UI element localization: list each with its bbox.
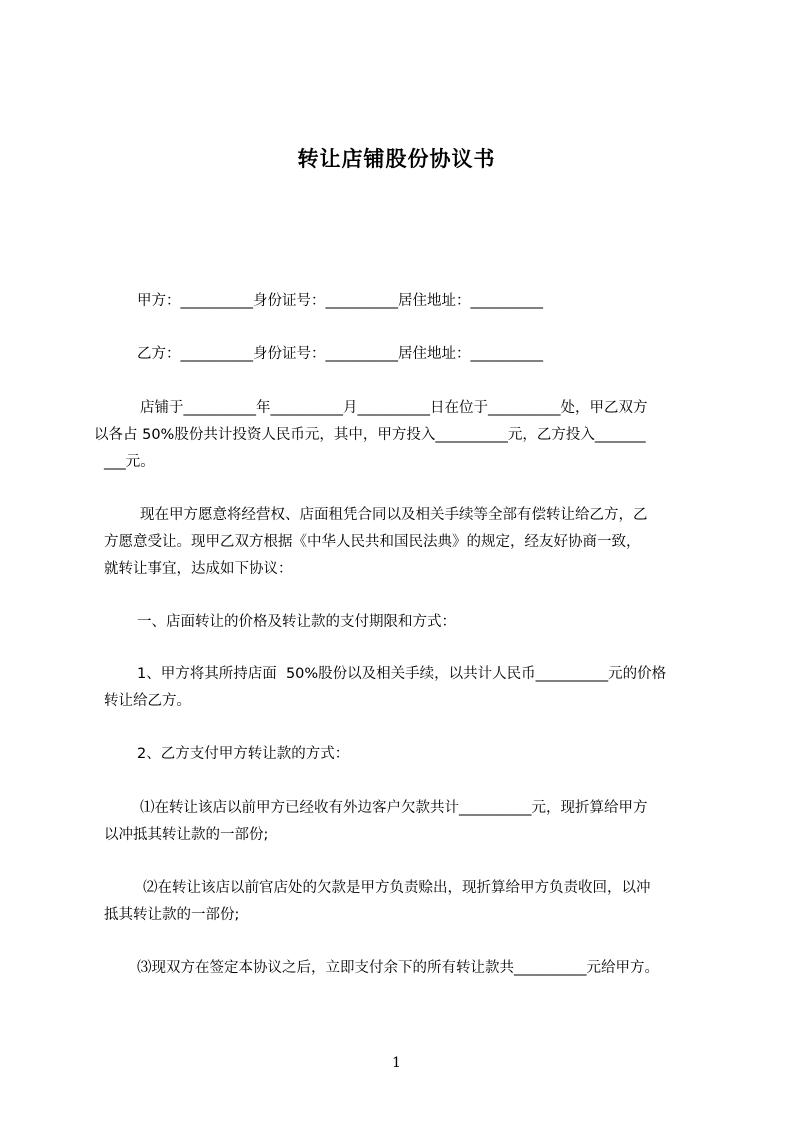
- sub2-line-1: ⑵在转让该店以前官店处的欠款是甲方负责赊出，现折算给甲方负责收回，以冲: [143, 880, 651, 896]
- sub3-line: ⑶现双方在签定本协议之后，立即支付余下的所有转让款共__________元给甲方。: [137, 960, 659, 976]
- page-number: 1: [392, 1055, 401, 1071]
- para1-line-2: 以各占 50%股份共计投资人民币元，其中，甲方投入__________元，乙方投入_______: [94, 427, 646, 443]
- section1-heading: 一、店面转让的价格及转让款的支付期限和方式：: [137, 614, 456, 630]
- item1-line-2: 转让给乙方。: [104, 693, 191, 709]
- party-a-line: 甲方：__________身份证号：__________居住地址：__________: [137, 293, 543, 309]
- para2-line-3: 就转让事宜，达成如下协议：: [104, 561, 293, 577]
- item2-heading: 2、乙方支付甲方转让款的方式：: [137, 746, 350, 762]
- sub2-line-2: 抵其转让款的一部份;: [104, 907, 240, 923]
- para1-line-1: 店铺于__________年__________月__________日在位于__________处，甲乙双方: [140, 400, 648, 416]
- document-title: 转让店铺股份协议书: [297, 147, 496, 171]
- para2-line-2: 方愿意受让。现甲乙双方根据《中华人民共和国民法典》的规定，经友好协商一致，: [104, 534, 641, 550]
- sub1-line-2: 以冲抵其转让款的一部份;: [104, 827, 269, 843]
- para2-line-1: 现在甲方愿意将经营权、店面租凭合同以及相关手续等全部有偿转让给乙方，乙: [140, 507, 648, 523]
- item1-line-1: 1、甲方将其所持店面 50%股份以及相关手续，以共计人民币__________元的价格: [137, 666, 667, 682]
- para1-line-3: ___元。: [104, 454, 155, 470]
- party-b-line: 乙方：__________身份证号：__________居住地址：__________: [137, 346, 543, 362]
- sub1-line-1: ⑴在转让该店以前甲方已经收有外边客户欠款共计__________元，现折算给甲方: [140, 800, 648, 816]
